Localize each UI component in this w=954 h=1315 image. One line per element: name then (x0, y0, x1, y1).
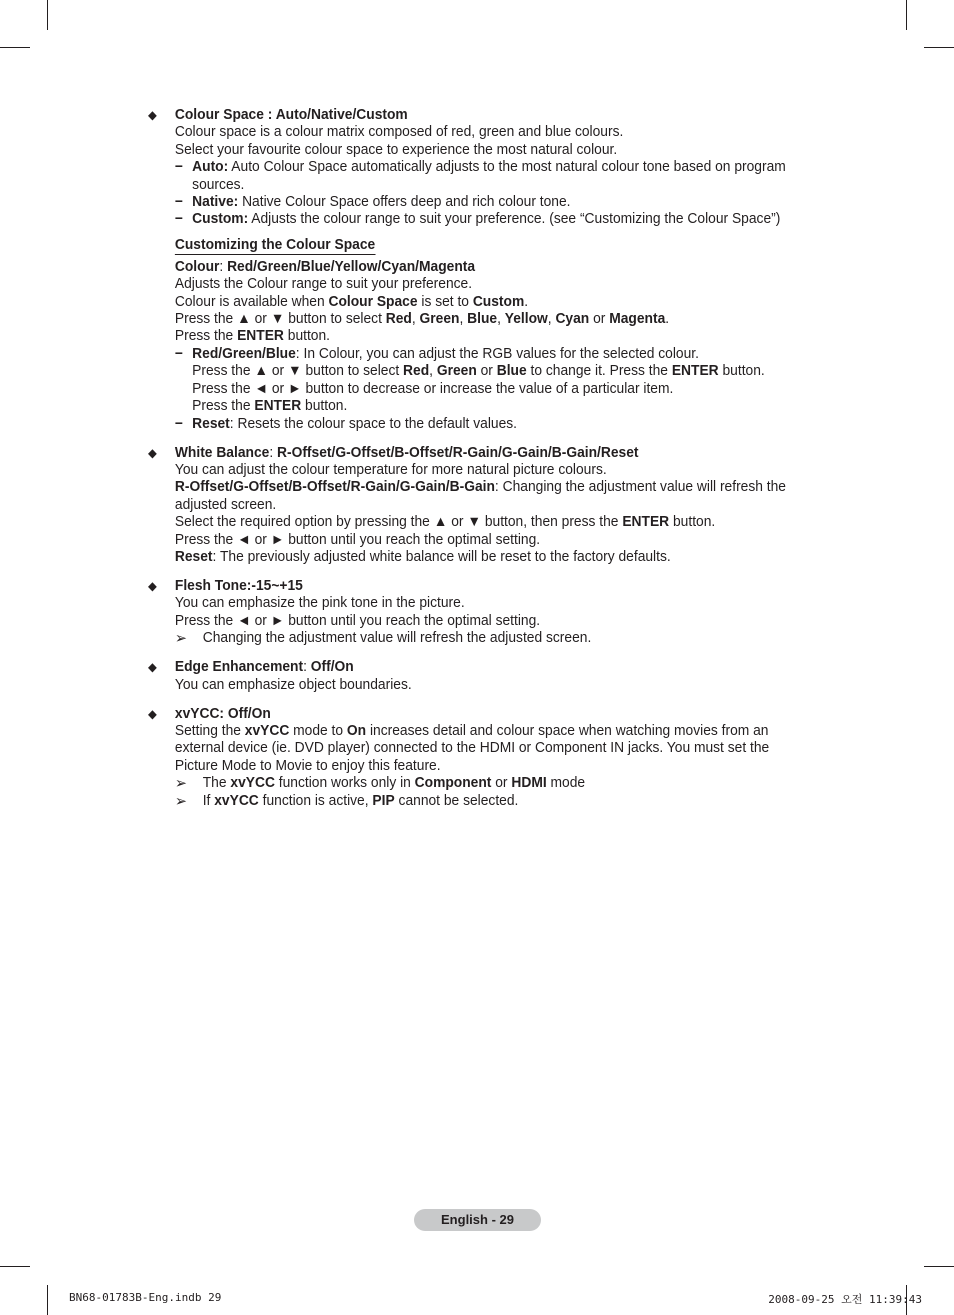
file-info: BN68-01783B-Eng.indb 29 (69, 1291, 222, 1304)
option-native: − Native: Native Colour Space offers deep and rich colour tone. (174, 194, 571, 211)
text-line: Press the ◄ or ► button until you reach the optimal setting. (174, 612, 541, 629)
dash-icon: − (174, 415, 183, 432)
crop-mark (906, 0, 907, 30)
section-white-balance (148, 445, 810, 567)
dash-icon: − (174, 345, 183, 362)
crop-mark (47, 1285, 48, 1315)
section-title: Colour Space : Auto/Native/Custom (174, 107, 408, 123)
dash-icon: − (174, 211, 183, 228)
option-custom: − Custom: Adjusts the colour range to suit your preference. (see “Customizing the Colour Space”) (174, 211, 781, 228)
note: ➢ Changing the adjustment value will refresh the adjusted screen. (174, 630, 592, 648)
section-flesh-tone (148, 578, 810, 648)
text-line: Press the ◄ or ► button until you reach the optimal setting. (174, 531, 541, 548)
section-edge-enhancement (148, 659, 810, 694)
text-line: R-Offset/G-Offset/B-Offset/R-Gain/G-Gain/B-Gain: Changing the adjustment value will refresh the adjusted screen. (174, 479, 786, 513)
crop-mark (924, 1266, 954, 1267)
diamond-bullet-icon: ◆ (148, 660, 157, 675)
section-colour-space (148, 107, 810, 433)
diamond-bullet-icon: ◆ (148, 445, 157, 460)
dash-icon: − (174, 159, 183, 176)
option-auto: − Auto: Auto Colour Space automatically adjusts to the most natural colour tone based on program sources. (174, 159, 786, 193)
text-line: Press the ENTER button. (174, 328, 331, 345)
text-line: Reset: The previously adjusted white balance will be reset to the factory defaults. (174, 548, 671, 565)
text-line: You can emphasize the pink tone in the picture. (174, 595, 465, 612)
page-number-badge: English - 29 (414, 1209, 541, 1231)
text-line: Adjusts the Colour range to suit your preference. (174, 276, 473, 293)
option-rgb: − Red/Green/Blue: In Colour, you can adjust the RGB values for the selected colour. Press the ▲ or ▼ button to select Red, Green or Blue to change it. Press the ENTER button. Press the ◄ or ► button to decrease or increase the value of a particular item. Press the ENTER button. (174, 345, 765, 415)
crop-mark (924, 47, 954, 48)
arrow-note-icon: ➢ (174, 775, 187, 793)
arrow-note-icon: ➢ (174, 630, 187, 648)
crop-mark (0, 1266, 30, 1267)
text-line: Colour is available when Colour Space is set to Custom. (174, 293, 529, 310)
arrow-note-icon: ➢ (174, 792, 187, 810)
text-line: Colour space is a colour matrix composed of red, green and blue colours. (174, 124, 624, 141)
note: ➢ If xvYCC function is active, PIP cannot be selected. (174, 792, 519, 810)
text-line: Press the ▲ or ▼ button to select Red, Green, Blue, Yellow, Cyan or Magenta. (174, 311, 670, 328)
colour-options-line: Colour: Red/Green/Blue/Yellow/Cyan/Magenta (174, 258, 476, 275)
option-reset: − Reset: Resets the colour space to the default values. (174, 415, 518, 432)
text-line: You can adjust the colour temperature for more natural picture colours. (174, 461, 607, 478)
text-line: Setting the xvYCC mode to On increases detail and colour space when watching movies from an external device (ie. DVD player) connected to the HDMI or Component IN jacks. You must set the Picture Mode to Movie to enjoy this feature. (174, 722, 770, 774)
section-xvycc (148, 706, 810, 810)
section-title: Edge Enhancement: Off/On (174, 659, 354, 676)
diamond-bullet-icon: ◆ (148, 108, 157, 122)
print-timestamp: 2008-09-25 오전 11:39:43 (768, 1293, 922, 1306)
text-line: Select the required option by pressing the ▲ or ▼ button, then press the ENTER button. (174, 514, 716, 531)
manual-content (148, 107, 810, 822)
section-title: xvYCC: Off/On (174, 705, 271, 722)
diamond-bullet-icon: ◆ (148, 706, 157, 721)
crop-mark (0, 47, 30, 48)
text-line: You can emphasize object boundaries. (174, 676, 412, 693)
section-title: White Balance: R-Offset/G-Offset/B-Offset/R-Gain/G-Gain/B-Gain/Reset (174, 444, 639, 461)
text-line: Select your favourite colour space to experience the most natural colour. (174, 141, 618, 158)
diamond-bullet-icon: ◆ (148, 578, 157, 593)
section-title: Flesh Tone:-15~+15 (174, 577, 303, 594)
sub-heading: Customizing the Colour Space (174, 236, 376, 253)
dash-icon: − (174, 194, 183, 211)
note: ➢ The xvYCC function works only in Component or HDMI mode (174, 775, 586, 793)
crop-mark (47, 0, 48, 30)
